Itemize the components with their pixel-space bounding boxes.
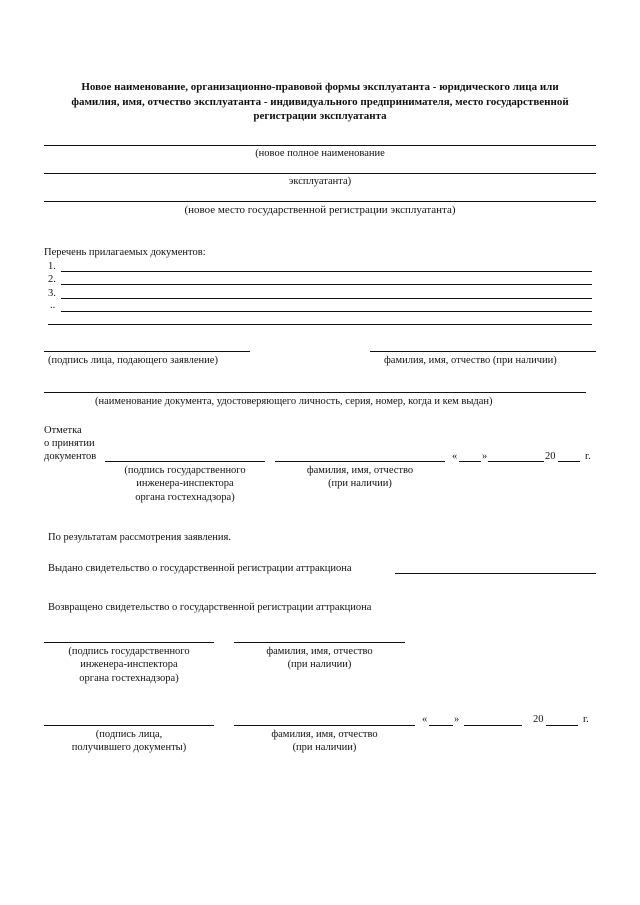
results-intro: По результатам рассмотрения заявления. (48, 532, 231, 543)
receiver-date-year-line[interactable] (546, 725, 578, 726)
caption-line: (подпись лица, (95, 729, 163, 740)
date-close-quote: » (482, 451, 488, 462)
inspector-name-caption (275, 464, 445, 491)
caption-line: (подпись государственного (68, 646, 190, 657)
receiver-signature-caption (44, 728, 214, 755)
documents-list-item-number: 2. (48, 274, 56, 285)
caption-line: получившего документы) (71, 742, 187, 754)
document-line-3[interactable] (61, 298, 592, 299)
date-year-suffix: г. (585, 451, 591, 462)
new-place-caption: (новое место государственной регистрации эксплуатанта) (184, 204, 456, 216)
applicant-signature-caption: (подпись лица, подающего заявление) (48, 355, 218, 366)
date-day-line[interactable] (459, 461, 481, 462)
form-title (44, 80, 596, 124)
inspector-signature-caption (105, 464, 265, 504)
title-line: регистрации эксплуатанта (253, 110, 387, 123)
inspector-signature-line[interactable] (105, 461, 265, 462)
caption-line: (при наличии) (328, 478, 392, 490)
caption-line: органа гостехнадзора) (135, 491, 235, 503)
new-place-line[interactable] (44, 201, 596, 202)
receiver-date-year-suffix: г. (583, 714, 589, 725)
document-line-5[interactable] (48, 324, 592, 325)
receiver-name-line[interactable] (234, 725, 415, 726)
inspector-name-line[interactable] (275, 461, 445, 462)
receiver-date-day-line[interactable] (429, 725, 453, 726)
documents-list-item-number: .. (50, 300, 56, 311)
receiver-date-year-prefix: 20 (533, 714, 544, 725)
acceptance-label-line: о принятии (44, 438, 95, 450)
results-inspector-signature-line[interactable] (44, 642, 214, 643)
date-month-line[interactable] (488, 461, 544, 462)
certificate-issued-text: Выдано свидетельство о государственной регистрации аттракциона (48, 563, 352, 574)
caption-line: (при наличии) (292, 742, 357, 754)
certificate-returned-text: Возвращено свидетельство о государственной регистрации аттракциона (48, 602, 372, 613)
caption-line: органа гостехнадзора) (79, 672, 179, 684)
caption-line: (при наличии) (287, 659, 352, 671)
applicant-name-line[interactable] (370, 351, 596, 352)
date-year-prefix: 20 (545, 451, 556, 462)
receiver-date-close-quote: » (454, 714, 460, 725)
documents-list-heading: Перечень прилагаемых документов: (44, 247, 206, 258)
date-open-quote: « (452, 451, 458, 462)
results-inspector-signature-caption (44, 645, 214, 685)
acceptance-label-line: Отметка (44, 425, 82, 436)
new-name-line-2[interactable] (44, 173, 596, 174)
acceptance-label-line: документов (44, 451, 97, 463)
documents-list-item-number: 3. (48, 288, 56, 299)
caption-line: фамилия, имя, отчество (271, 729, 378, 740)
document-line-2[interactable] (61, 284, 592, 285)
new-name-caption-2: эксплуатанта) (288, 176, 352, 187)
caption-line: фамилия, имя, отчество (266, 646, 373, 657)
caption-line: инженера-инспектора (136, 478, 234, 490)
id-document-caption: (наименование документа, удостоверяющего личность, серия, номер, когда и кем выдан) (95, 396, 493, 407)
applicant-signature-line[interactable] (44, 351, 250, 352)
new-name-line-1[interactable] (44, 145, 596, 146)
caption-line: (подпись государственного (124, 465, 246, 476)
new-name-caption-1: (новое полное наименование (255, 148, 385, 159)
documents-list-item-number: 1. (48, 261, 56, 272)
receiver-signature-line[interactable] (44, 725, 214, 726)
caption-line: инженера-инспектора (80, 659, 178, 671)
document-line-4[interactable] (61, 311, 592, 312)
receiver-name-caption (234, 728, 415, 755)
id-document-line[interactable] (44, 392, 586, 393)
receiver-date-month-line[interactable] (464, 725, 522, 726)
receiver-date-open-quote: « (422, 714, 428, 725)
results-inspector-name-line[interactable] (234, 642, 405, 643)
date-year-line[interactable] (558, 461, 580, 462)
title-line: фамилия, имя, отчество эксплуатанта - индивидуального предпринимателя, место государственной (71, 95, 569, 108)
caption-line: фамилия, имя, отчество (306, 465, 414, 476)
title-line: Новое наименование, организационно-правовой формы эксплуатанта - юридического лица или (81, 81, 559, 93)
acceptance-label (44, 424, 96, 464)
document-line-1[interactable] (61, 271, 592, 272)
applicant-name-caption: фамилия, имя, отчество (при наличии) (384, 355, 557, 366)
certificate-issued-line[interactable] (395, 573, 596, 574)
results-inspector-name-caption (234, 645, 405, 672)
